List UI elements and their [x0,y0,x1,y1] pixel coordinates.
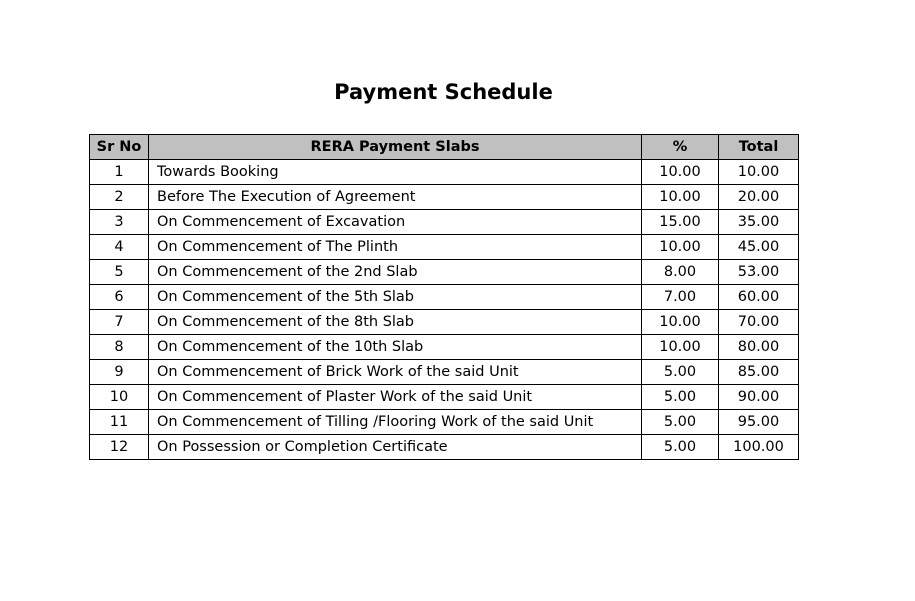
cell-percent: 5.00 [642,410,719,435]
cell-percent: 10.00 [642,185,719,210]
cell-total: 53.00 [719,260,799,285]
cell-sr-no: 9 [90,360,149,385]
table-row [90,385,799,410]
cell-total: 45.00 [719,235,799,260]
cell-payment-slab: On Commencement of the 5th Slab [149,285,642,310]
cell-percent: 8.00 [642,260,719,285]
table-row [90,310,799,335]
cell-percent: 10.00 [642,310,719,335]
cell-percent: 15.00 [642,210,719,235]
header-percent: % [642,135,719,160]
cell-total: 80.00 [719,335,799,360]
cell-sr-no: 4 [90,235,149,260]
cell-payment-slab: On Commencement of the 8th Slab [149,310,642,335]
cell-payment-slab: On Commencement of Tilling /Flooring Work of the said Unit [149,410,642,435]
cell-percent: 10.00 [642,160,719,185]
table-row [90,285,799,310]
table-row [90,410,799,435]
cell-percent: 7.00 [642,285,719,310]
cell-payment-slab: On Commencement of Plaster Work of the said Unit [149,385,642,410]
cell-sr-no: 11 [90,410,149,435]
table-row [90,435,799,460]
cell-sr-no: 3 [90,210,149,235]
table-header-row [90,135,799,160]
cell-total: 60.00 [719,285,799,310]
table-row [90,360,799,385]
cell-payment-slab: On Commencement of the 10th Slab [149,335,642,360]
cell-payment-slab: Before The Execution of Agreement [149,185,642,210]
page-title: Payment Schedule [334,80,553,104]
cell-percent: 10.00 [642,235,719,260]
header-sr-no: Sr No [90,135,149,160]
header-rera-payment-slabs: RERA Payment Slabs [149,135,642,160]
table-row [90,210,799,235]
cell-payment-slab: Towards Booking [149,160,642,185]
cell-total: 100.00 [719,435,799,460]
cell-payment-slab: On Commencement of Excavation [149,210,642,235]
table-row [90,160,799,185]
cell-sr-no: 5 [90,260,149,285]
cell-sr-no: 7 [90,310,149,335]
cell-payment-slab: On Possession or Completion Certificate [149,435,642,460]
cell-payment-slab: On Commencement of The Plinth [149,235,642,260]
cell-total: 20.00 [719,185,799,210]
cell-payment-slab: On Commencement of the 2nd Slab [149,260,642,285]
table-row [90,335,799,360]
table-row [90,235,799,260]
cell-percent: 5.00 [642,360,719,385]
cell-total: 70.00 [719,310,799,335]
cell-sr-no: 10 [90,385,149,410]
cell-percent: 5.00 [642,435,719,460]
cell-total: 90.00 [719,385,799,410]
table-row [90,185,799,210]
cell-payment-slab: On Commencement of Brick Work of the said Unit [149,360,642,385]
cell-percent: 10.00 [642,335,719,360]
table-row [90,260,799,285]
cell-sr-no: 12 [90,435,149,460]
cell-sr-no: 8 [90,335,149,360]
header-total: Total [719,135,799,160]
cell-total: 85.00 [719,360,799,385]
cell-sr-no: 6 [90,285,149,310]
cell-total: 10.00 [719,160,799,185]
cell-sr-no: 2 [90,185,149,210]
cell-percent: 5.00 [642,385,719,410]
cell-total: 35.00 [719,210,799,235]
cell-sr-no: 1 [90,160,149,185]
payment-schedule-table [89,134,799,460]
cell-total: 95.00 [719,410,799,435]
